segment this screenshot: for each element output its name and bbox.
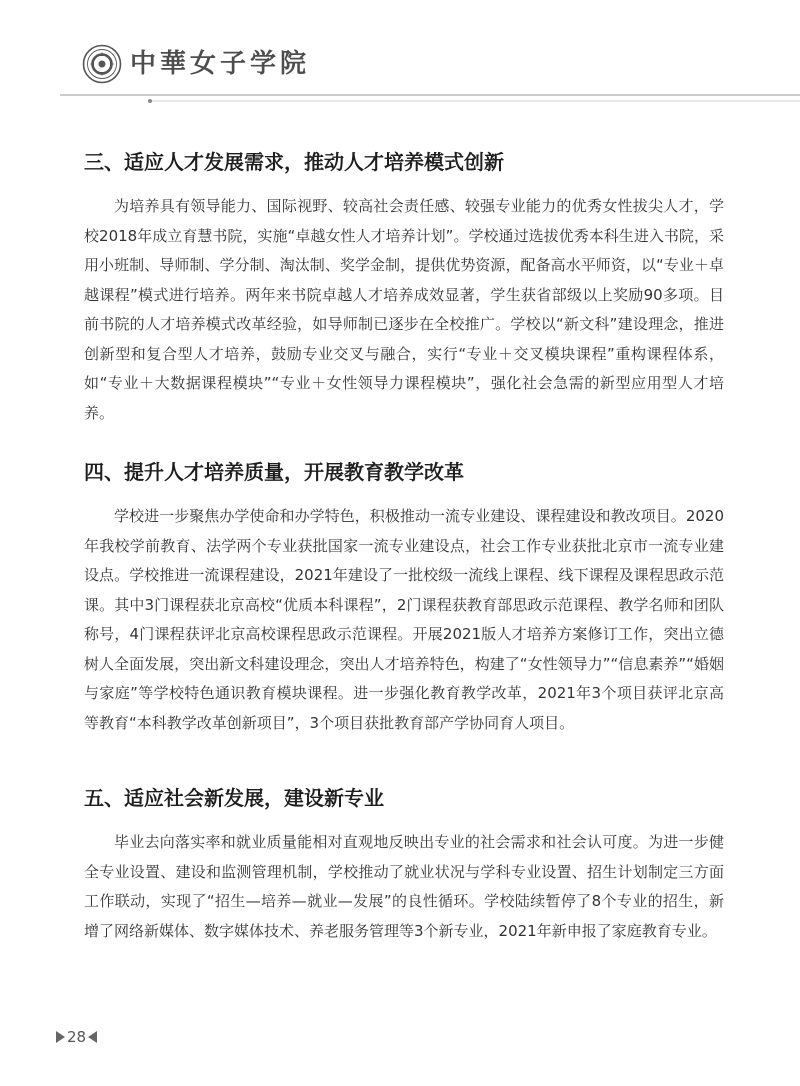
section-five [84, 784, 724, 946]
section-heading: 三、适应人才发展需求，推动人才培养模式创新 [84, 150, 504, 174]
section-heading: 四、提升人才培养质量，开展教育教学改革 [84, 460, 464, 484]
header-divider [60, 92, 800, 106]
section-paragraph: 学校进一步聚焦办学使命和办学特色，积极推动一流专业建设、课程建设和教改项目。2020年我校学前教育、法学两个专业获批国家一流专业建设点，社会工作专业获批北京市一流专业建设点。学校推进一流课程建设，2021年建设了一批校级一流线上课程、线下课程及课程思政示范课。其中3门课程获北京高校“优质本科课程”，2门课程获教育部思政示范课程、教学名师和团队称号，4门课程获评北京高校课程思政示范课程。开展2021版人才培养方案修订工作，突出立德树人全面发展，突出新文科建设理念，突出人才培养特色，构建了“女性领导力”“信息素养”“婚姻与家庭”等学校特色通识教育模块课程。进一步强化教育教学改革，2021年3个项目获评北京高等教育“本科教学改革创新项目”，3个项目获批教育部产学协同育人项目。 [84, 507, 724, 732]
page-footer [56, 1026, 97, 1048]
institution-name: 中華女子学院 [130, 49, 311, 79]
section-paragraph: 毕业去向落实率和就业质量能相对直观地反映出专业的社会需求和社会认可度。为进一步健全专业设置、建设和监测管理机制，学校推动了就业状况与学科专业设置、招生计划制定三方面工作联动，实现了“招生—培养—就业—发展”的良性循环。学校陆续暂停了8个专业的招生，新增了网络新媒体、数字媒体技术、养老服务管理等3个新专业，2021年新申报了家庭教育专业。 [84, 833, 724, 940]
triangle-right-icon [56, 1031, 65, 1043]
section-three [84, 148, 724, 428]
college-seal-icon [82, 44, 122, 84]
section-four [84, 458, 724, 738]
triangle-left-icon [88, 1031, 97, 1043]
page-header [0, 0, 800, 110]
section-paragraph: 为培养具有领导能力、国际视野、较高社会责任感、较强专业能力的优秀女性拔尖人才，学校2018年成立育慧书院，实施“卓越女性人才培养计划”。学校通过选拔优秀本科生进入书院，采用小班制、导师制、学分制、淘汰制、奖学金制，提供优势资源，配备高水平师资，以“专业＋卓越课程”模式进行培养。两年来书院卓越人才培养成效显著，学生获省部级以上奖励90多项。目前书院的人才培养模式改革经验，如导师制已逐步在全校推广。学校以“新文科”建设理念，推进创新型和复合型人才培养，鼓励专业交叉与融合，实行“专业＋交叉模块课程”重构课程体系，如“专业＋大数据课程模块”“专业＋女性领导力课程模块”，强化社会急需的新型应用型人才培养。 [84, 197, 724, 422]
page-number: 28 [67, 1028, 87, 1046]
section-heading: 五、适应社会新发展，建设新专业 [84, 786, 384, 810]
